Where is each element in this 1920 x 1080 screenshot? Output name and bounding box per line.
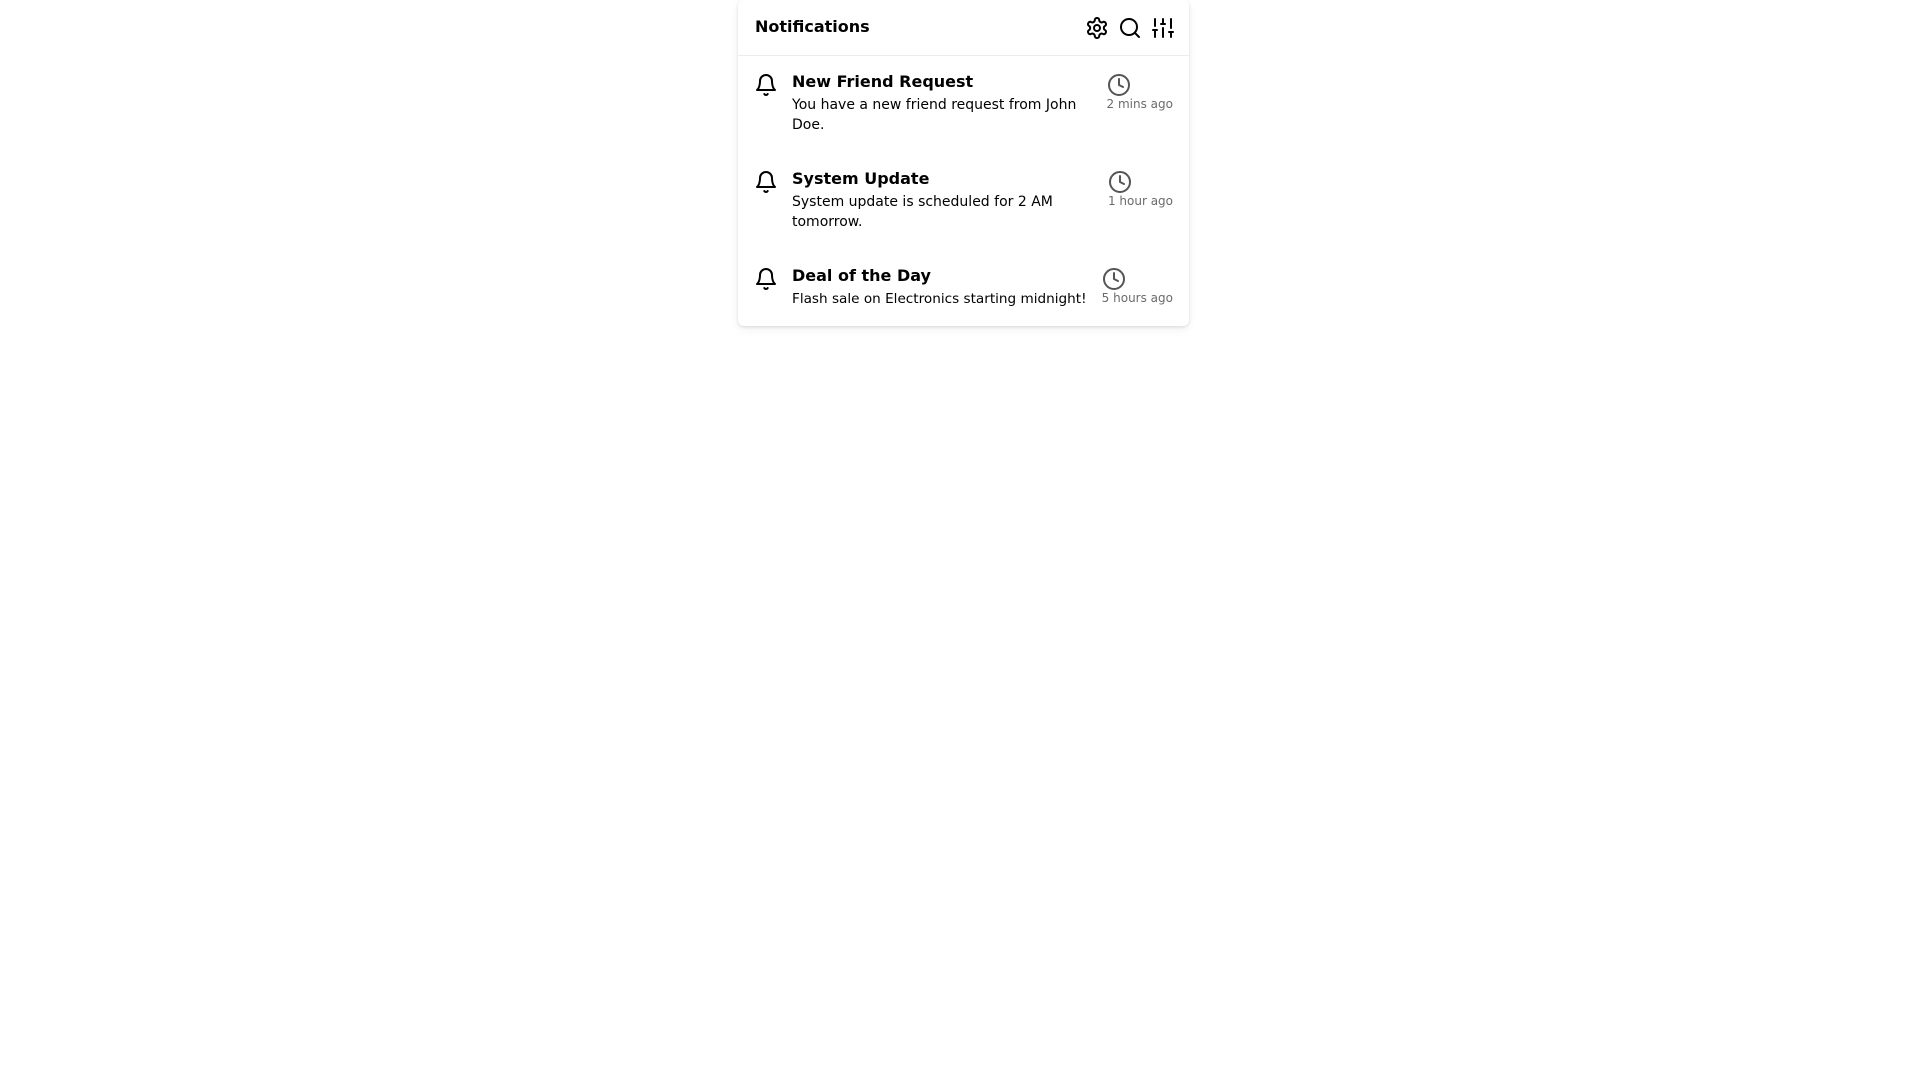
notifications-panel [738, 0, 1189, 326]
clock-icon [1108, 170, 1132, 194]
timestamp: 2 mins ago [1106, 97, 1173, 111]
search-icon[interactable] [1118, 16, 1142, 40]
notification-time [1107, 73, 1173, 111]
gear-icon[interactable] [1085, 16, 1109, 40]
notification-title: Deal of the Day [792, 266, 931, 285]
clock-icon [1102, 267, 1126, 291]
notification-time [1108, 170, 1173, 208]
notification-item-system-update[interactable] [738, 170, 1189, 240]
sliders-icon[interactable] [1151, 16, 1175, 40]
notification-time [1102, 267, 1173, 305]
notification-title: System Update [792, 169, 930, 188]
notification-title: New Friend Request [792, 72, 974, 91]
panel-header [738, 0, 1189, 56]
bell-icon [754, 73, 778, 97]
notification-message: You have a new friend request from John Doe. [792, 97, 1077, 133]
timestamp: 1 hour ago [1107, 194, 1173, 208]
panel-title: Notifications [755, 17, 870, 36]
header-actions [1085, 16, 1175, 40]
bell-icon [754, 267, 778, 291]
notification-item-friend-request[interactable] [738, 73, 1189, 143]
clock-icon [1107, 73, 1131, 97]
notification-message: System update is scheduled for 2 AM tomorrow. [792, 194, 1053, 230]
notification-message: Flash sale on Electronics starting midnight! [792, 291, 1087, 307]
bell-icon [754, 170, 778, 194]
notification-item-deal-of-the-day[interactable] [738, 267, 1189, 315]
timestamp: 5 hours ago [1101, 291, 1173, 305]
